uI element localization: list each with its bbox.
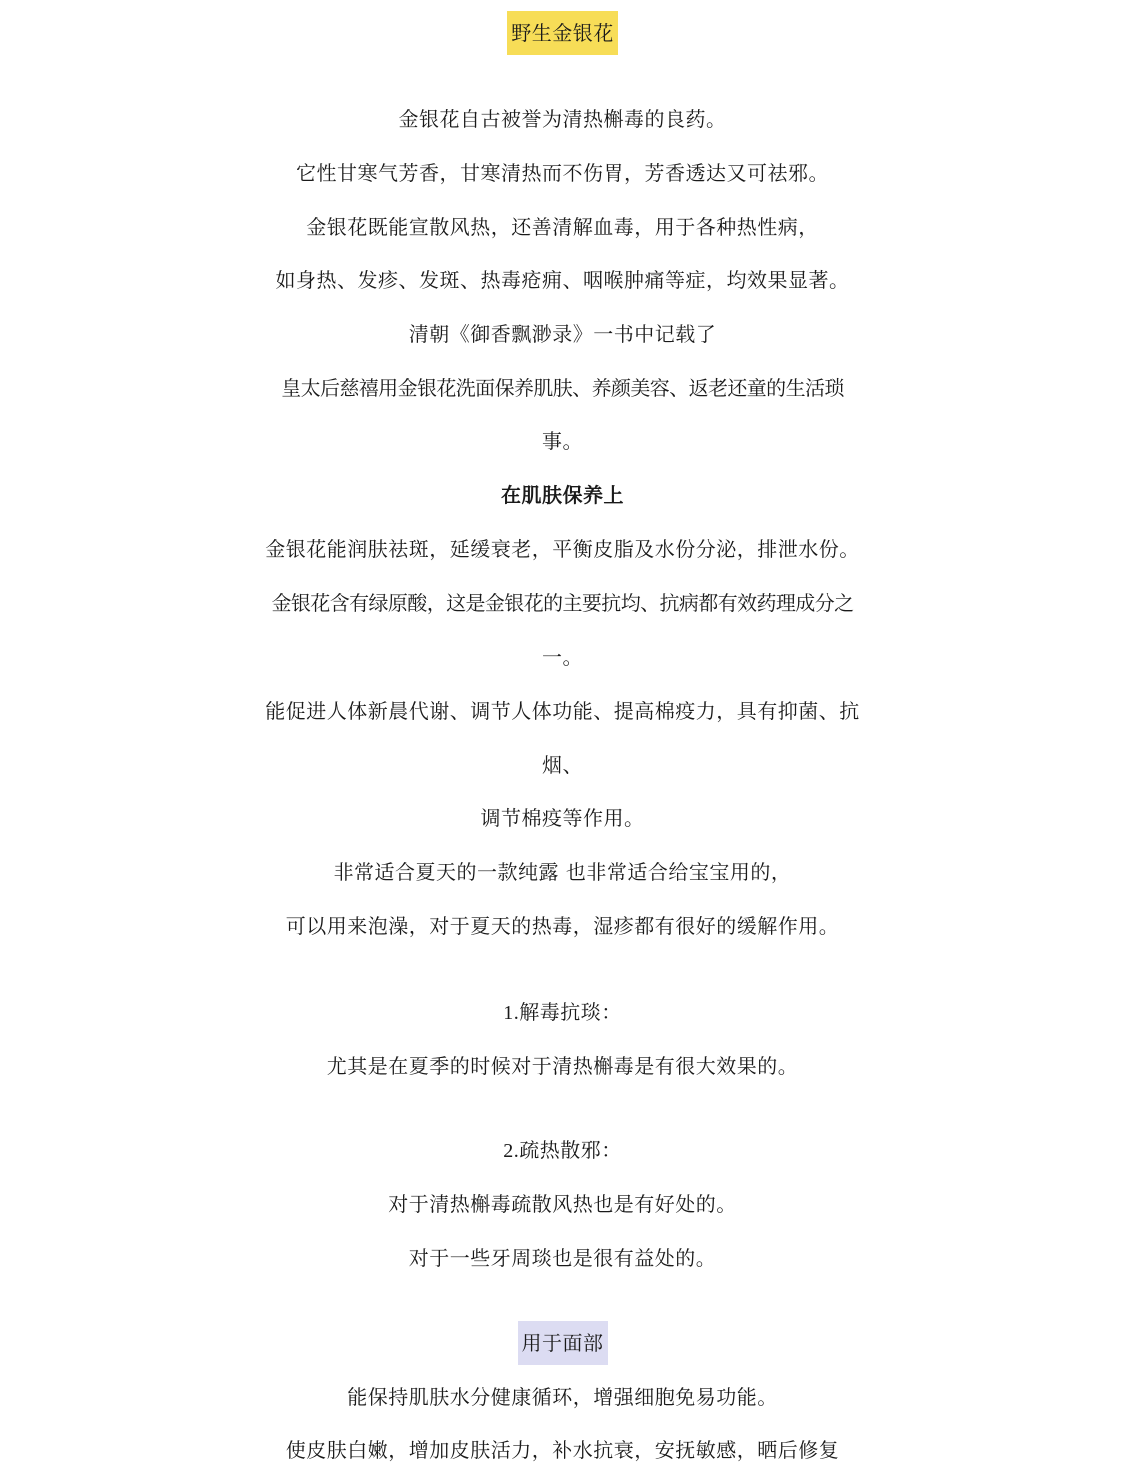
- intro-line-4: 如身热、发疹、发斑、热毒疮痈、咽喉肿痛等症，均效果显著。: [275, 268, 850, 292]
- skin-line-6: 调节棉疫等作用。: [480, 806, 645, 830]
- face-line-2: 使皮肤白嫩，增加皮肤活力，补水抗衰，安抚敏感，晒后修复: [285, 1438, 840, 1462]
- skin-line-4: 能促进人体新晨代谢、调节人体功能、提高棉疫力，具有抑菌、抗: [265, 699, 860, 723]
- title-line: [0, 6, 1125, 60]
- skin-line-2: 金银花含有绿原酸，这是金银花的主要抗均、抗病都有效药理成分之: [271, 591, 854, 615]
- section-heading-face: 用于面部: [518, 1321, 608, 1365]
- benefit-1-title: [0, 985, 1125, 1039]
- intro-line-3: 金银花既能宣散风热，还善清解血毒，用于各种热性病，: [306, 215, 819, 239]
- benefit-2-title: [0, 1123, 1125, 1177]
- skin-line-8: 可以用来泡澡，对于夏天的热毒，湿疹都有很好的缓解作用。: [285, 914, 840, 938]
- skin-line-1: 金银花能润肤祛斑，延缓衰老，平衡皮脂及水份分泌，排泄水份。: [265, 537, 860, 561]
- page-title: 野生金银花: [507, 11, 618, 55]
- section-heading-skin: 在肌肤保养上: [501, 483, 624, 507]
- intro-line-2: 它性甘寒气芳香，甘寒清热而不伤胃，芳香透达又可祛邪。: [296, 161, 829, 185]
- skin-line-5: 烟、: [542, 753, 583, 777]
- face-heading-line: [0, 1316, 1125, 1370]
- skin-line-3: 一。: [542, 645, 583, 669]
- skin-line-7: 非常适合夏天的一款纯露 也非常适合给宝宝用的，: [333, 860, 792, 884]
- intro-line-5: 清朝《御香飘渺录》一书中记载了: [408, 322, 717, 346]
- face-line-1: 能保持肌肤水分健康循环，增强细胞免易功能。: [347, 1385, 778, 1409]
- benefit-2-line-2: 对于一些牙周琰也是很有益处的。: [408, 1246, 717, 1270]
- benefit-2-line-1: 对于清热槲毒疏散风热也是有好处的。: [388, 1192, 737, 1216]
- intro-line-6: 皇太后慈禧用金银花洗面保养肌肤、养颜美容、返老还童的生活琐: [281, 376, 844, 400]
- intro-line-1: 金银花自古被誉为清热槲毒的良药。: [398, 107, 727, 131]
- benefit-1-line-1: 尤其是在夏季的时候对于清热槲毒是有很大效果的。: [326, 1054, 799, 1078]
- intro-line-7: 事。: [542, 429, 583, 453]
- benefit-1-title-text: 1.解毒抗琰：: [503, 1002, 622, 1024]
- benefit-2-title-text: 2.疏热散邪：: [503, 1140, 622, 1162]
